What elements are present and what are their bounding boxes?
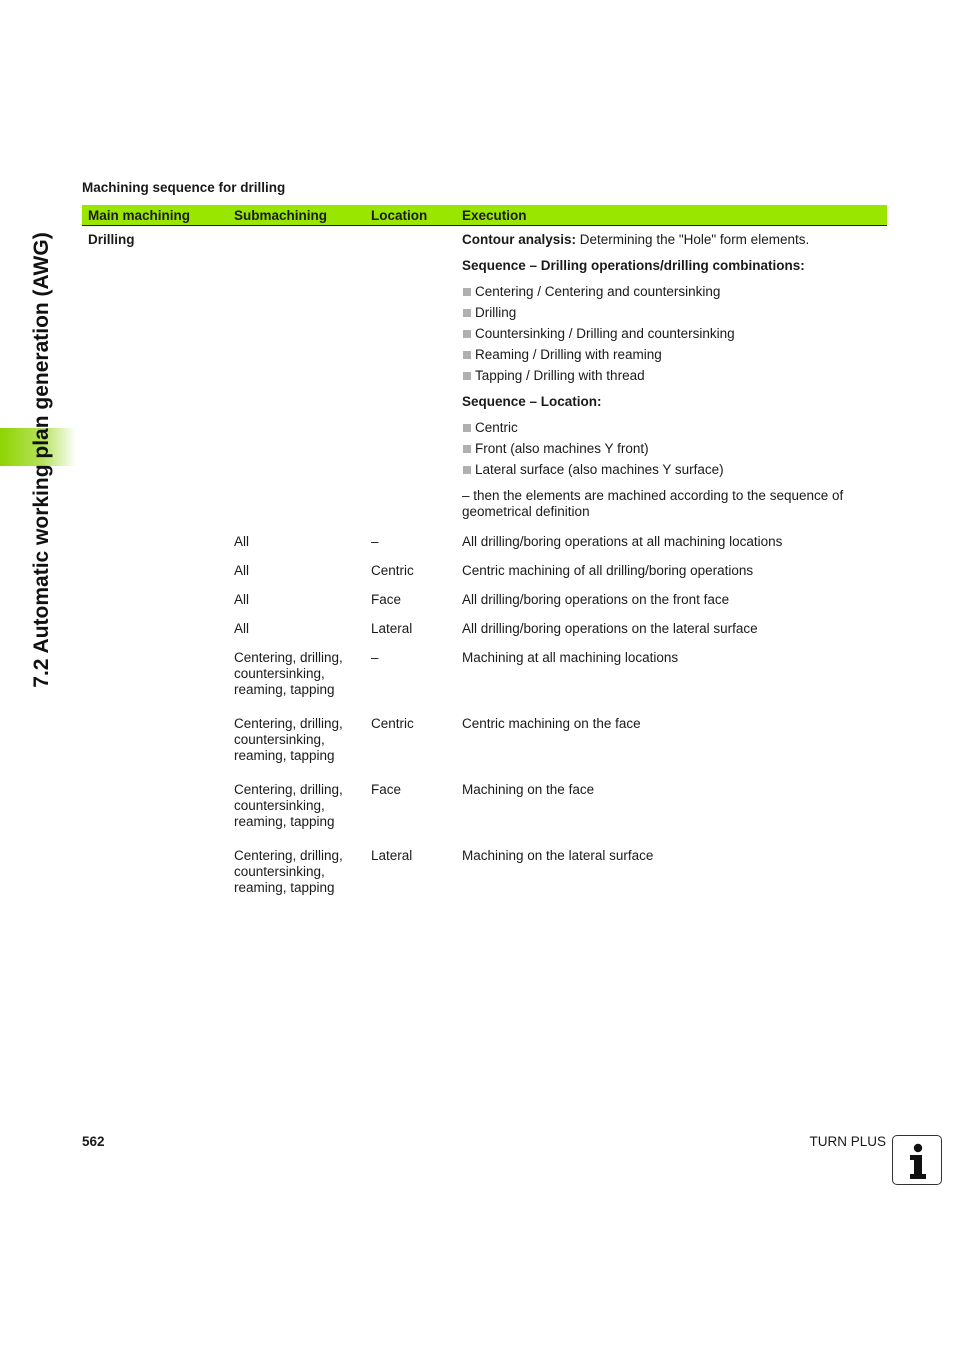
submachining-cell: Centering, drilling, countersinking, reaming, tapping [234, 716, 343, 763]
header-main-machining: Main machining [82, 205, 228, 226]
header-execution: Execution [456, 205, 887, 226]
execution-cell: All drilling/boring operations on the front face [462, 592, 730, 607]
submachining-cell: Centering, drilling, countersinking, reaming, tapping [234, 848, 343, 895]
list-item: Countersinking / Drilling and countersinking [462, 326, 881, 342]
location-cell: Centric [371, 563, 414, 578]
main-machining-cell: Drilling [88, 232, 135, 247]
execution-cell: Machining at all machining locations [462, 650, 679, 665]
location-cell: Face [371, 782, 402, 797]
sequence-operations-heading: Sequence – Drilling operations/drilling combinations: [462, 258, 805, 273]
header-submachining: Submachining [228, 205, 365, 226]
list-item: Tapping / Drilling with thread [462, 368, 881, 384]
execution-cell: Machining on the face [462, 782, 595, 797]
table-row [82, 530, 887, 559]
execution-cell: All drilling/boring operations on the lateral surface [462, 621, 758, 636]
execution-cell: All drilling/boring operations at all machining locations [462, 534, 783, 549]
contour-analysis-text: Determining the "Hole" form elements. [576, 232, 810, 247]
execution-cell [456, 226, 887, 531]
location-cell: Lateral [371, 621, 413, 636]
list-item: Centric [462, 420, 881, 436]
location-cell: – [371, 534, 379, 549]
submachining-cell: All [234, 563, 250, 578]
contour-analysis-label: Contour analysis: [462, 232, 577, 247]
table-row [82, 712, 887, 778]
table-row [82, 844, 887, 910]
submachining-cell: Centering, drilling, countersinking, reaming, tapping [234, 782, 343, 829]
table-row [82, 646, 887, 712]
location-cell: Centric [371, 716, 414, 731]
info-icon-glyph [893, 1136, 941, 1184]
sequence-note: – then the elements are machined according to the sequence of geometrical definition [462, 488, 844, 519]
submachining-cell [228, 226, 365, 531]
submachining-cell: All [234, 592, 250, 607]
location-cell: Lateral [371, 848, 413, 863]
table-row [82, 617, 887, 646]
submachining-cell: All [234, 534, 250, 549]
page-number: 562 [82, 1134, 105, 1149]
table-header-row [82, 205, 887, 226]
list-item: Lateral surface (also machines Y surface) [462, 462, 881, 478]
sequence-location-list [462, 420, 881, 478]
table-row [82, 588, 887, 617]
table-row [82, 778, 887, 844]
table-row [82, 559, 887, 588]
submachining-cell: All [234, 621, 250, 636]
location-cell: Face [371, 592, 402, 607]
sequence-location-heading: Sequence – Location: [462, 394, 602, 409]
info-icon [892, 1135, 942, 1185]
machining-sequence-table [82, 205, 887, 910]
submachining-cell: Centering, drilling, countersinking, reaming, tapping [234, 650, 343, 697]
execution-cell: Centric machining of all drilling/boring operations [462, 563, 754, 578]
contour-analysis [462, 232, 881, 248]
location-cell [365, 226, 456, 531]
execution-cell: Centric machining on the face [462, 716, 641, 731]
product-name: TURN PLUS [809, 1134, 886, 1149]
sequence-operations-list [462, 284, 881, 384]
table-row-drilling [82, 226, 887, 531]
chapter-title: 7.2 Automatic working plan generation (AWG) [30, 232, 53, 688]
header-location: Location [365, 205, 456, 226]
list-item: Centering / Centering and countersinking [462, 284, 881, 300]
location-cell: – [371, 650, 379, 665]
section-title: Machining sequence for drilling [82, 180, 286, 195]
list-item: Reaming / Drilling with reaming [462, 347, 881, 363]
list-item: Drilling [462, 305, 881, 321]
list-item: Front (also machines Y front) [462, 441, 881, 457]
execution-cell: Machining on the lateral surface [462, 848, 654, 863]
